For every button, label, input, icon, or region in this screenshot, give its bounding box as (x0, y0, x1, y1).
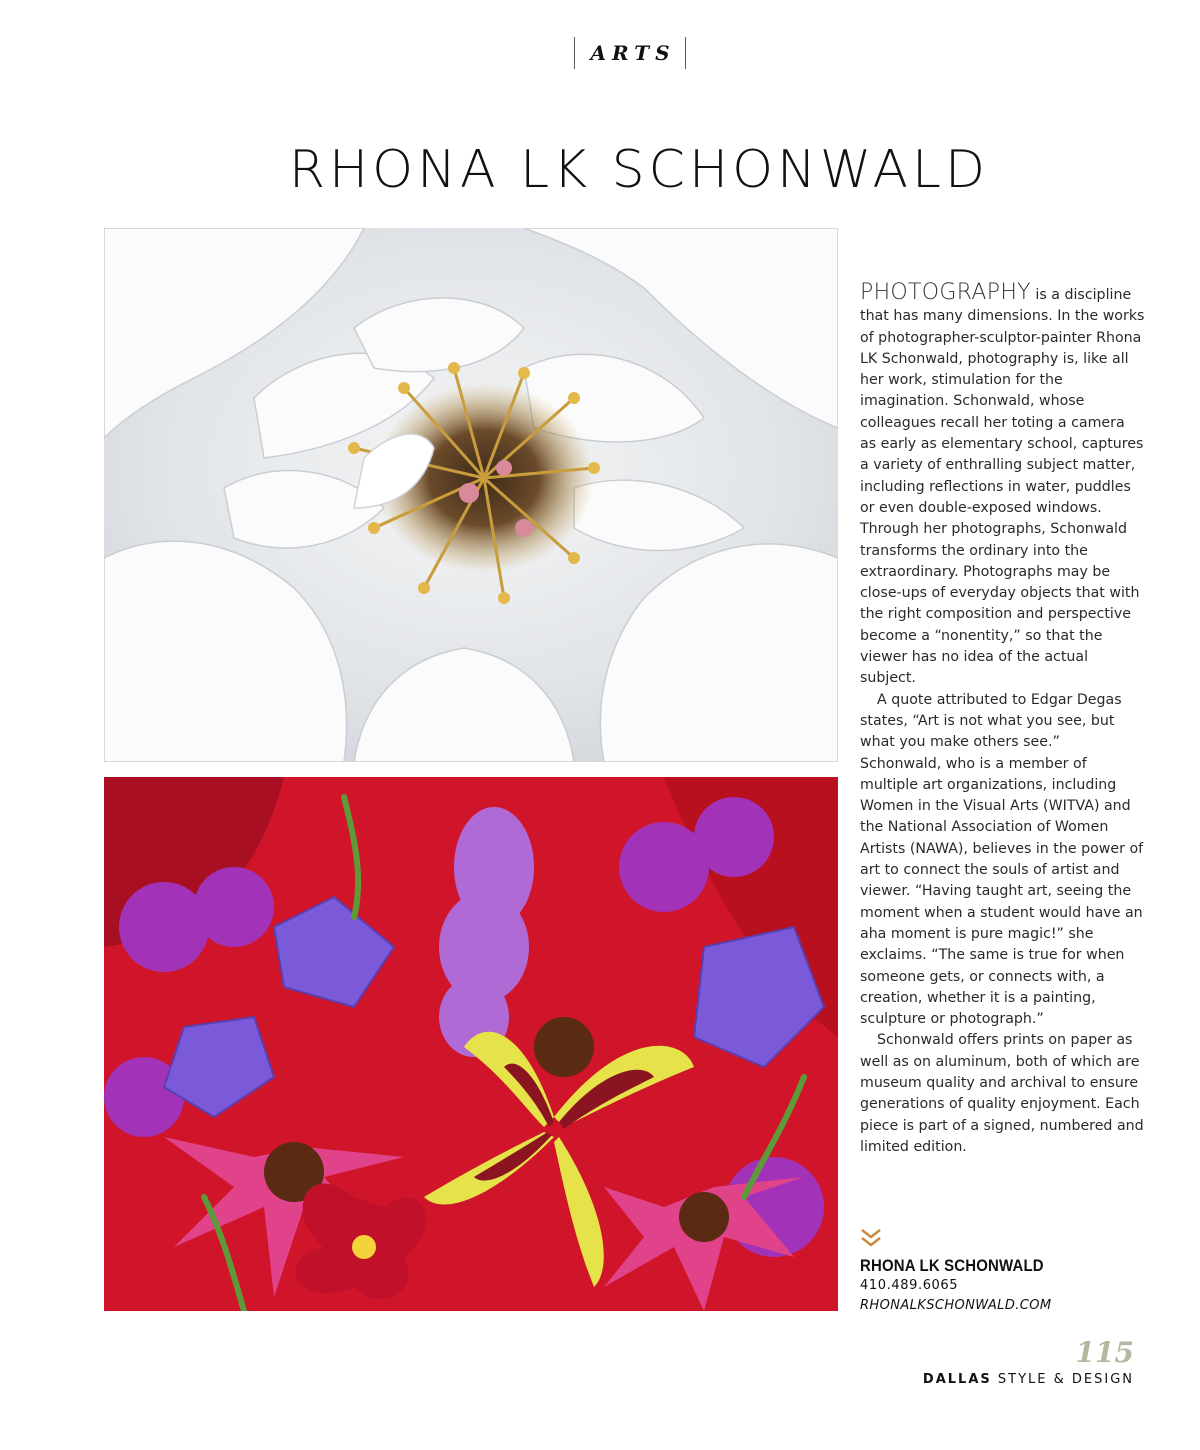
article-paragraph: A quote attributed to Edgar Degas states, “Art is not what you see, but what you make others see.” Schonwald, who is a member of multiple art organizations, including Women in the Visual Arts (WITVA) and the National Association of Women Artists (NAWA), believes in the power of art to connect the souls of artist and viewer. “Having taught art, seeing the moment when a student would have an aha moment is pure magic!” she exclaims. “The same is true for when someone gets, or connects with, a creation, whether it is a painting, sculpture or photograph.” (860, 691, 1144, 1028)
publication-name (923, 1372, 1134, 1387)
section-tag: ARTS (574, 37, 686, 69)
paragraph-text: is a discipline that has many dimensions. In the works of photographer-sculptor-painter Rhona LK Schonwald, photography is, like all her work, stimulation for the imagination. Schonwald, whose colleagues recall her toting a camera as early as elementary school, captures a variety of enthralling subject matter, including reflections in water, puddles or even double-exposed windows. Through her photographs, Schonwald transforms the ordinary into the extraordinary. Photographs may be close-ups of everyday objects that with the right composition and perspective become a “nonentity,” so that the viewer has no idea of the actual subject. (860, 287, 1145, 687)
lead-word: PHOTOGRAPHY (860, 280, 1031, 305)
publication-name-rest: STYLE & DESIGN (991, 1372, 1134, 1387)
publication-name-bold: DALLAS (922, 1372, 992, 1387)
contact-website[interactable]: RHONALKSCHONWALD.COM (860, 1298, 1052, 1313)
article-paragraph (860, 282, 1145, 690)
page-title: RHONA LK SCHONWALD (288, 140, 990, 200)
contact-phone: 410.489.6065 (860, 1278, 959, 1293)
contact-name: RHONA LK SCHONWALD (860, 1256, 1044, 1275)
flower-bouquet-photo (104, 777, 838, 1311)
double-chevron-down-icon (860, 1228, 882, 1248)
article-paragraph: Schonwald offers prints on paper as well as on aluminum, both of which are museum quality and archival to ensure generations of quality enjoyment. Each piece is part of a signed, numbered and limited edition. (860, 1032, 1144, 1155)
article-body (860, 282, 1145, 1158)
page-number: 115 (1075, 1336, 1134, 1369)
white-peony-photo (104, 228, 838, 762)
